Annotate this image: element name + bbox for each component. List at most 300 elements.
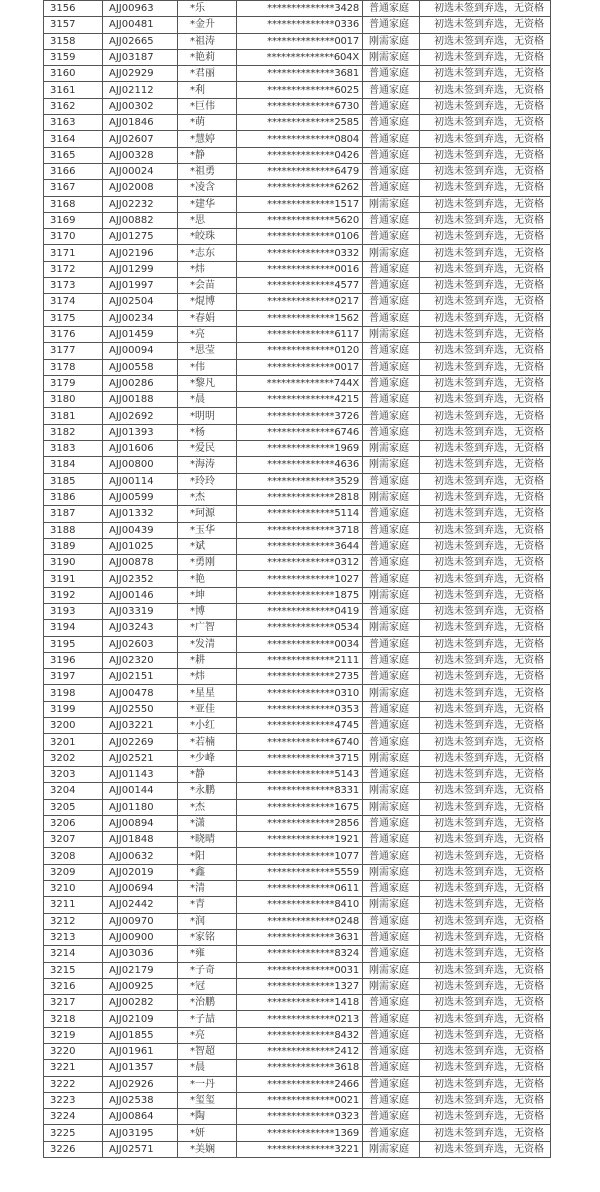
status-cell: 初选未签到弃选，无资格 [420,603,551,619]
id-number-cell: **************3529 [237,473,363,489]
applicant-name-cell: *星星 [178,685,237,701]
table-row [44,1109,551,1125]
application-code-cell: AJJ01848 [103,832,178,848]
row-number-cell: 3188 [44,522,103,538]
applicant-name-cell: *广智 [178,620,237,636]
application-code-cell: AJJ01606 [103,441,178,457]
row-number-cell: 3213 [44,929,103,945]
id-number-cell: **************0017 [237,359,363,375]
table-row [44,131,551,147]
table-row [44,815,551,831]
application-code-cell: AJJ00188 [103,392,178,408]
id-number-cell: **************6025 [237,82,363,98]
id-number-cell: **************0034 [237,636,363,652]
table-row [44,799,551,815]
row-number-cell: 3186 [44,489,103,505]
row-number-cell: 3204 [44,783,103,799]
row-number-cell: 3157 [44,17,103,33]
application-code-cell: AJJ00024 [103,163,178,179]
row-number-cell: 3208 [44,848,103,864]
applicant-name-cell: *炜 [178,669,237,685]
id-number-cell: **************2466 [237,1076,363,1092]
household-type-cell: 普通家庭 [363,98,420,114]
table-row [44,864,551,880]
household-type-cell: 普通家庭 [363,278,420,294]
id-number-cell: **************6117 [237,326,363,342]
application-code-cell: AJJ02352 [103,571,178,587]
application-code-cell: AJJ02550 [103,701,178,717]
household-type-cell: 普通家庭 [363,1109,420,1125]
applicant-name-cell: *萌 [178,115,237,131]
application-code-cell: AJJ00963 [103,1,178,17]
application-code-cell: AJJ02521 [103,750,178,766]
row-number-cell: 3172 [44,261,103,277]
applicant-name-cell: *凌含 [178,180,237,196]
id-number-cell: **************0804 [237,131,363,147]
table-row [44,750,551,766]
household-type-cell: 普通家庭 [363,294,420,310]
id-number-cell: **************0248 [237,913,363,929]
status-cell: 初选未签到弃选，无资格 [420,489,551,505]
id-number-cell: **************1369 [237,1125,363,1141]
applicant-name-cell: *利 [178,82,237,98]
table-row [44,929,551,945]
table-row [44,392,551,408]
table-row [44,82,551,98]
status-cell: 初选未签到弃选，无资格 [420,359,551,375]
table-row [44,33,551,49]
id-number-cell: **************4745 [237,718,363,734]
row-number-cell: 3168 [44,196,103,212]
row-number-cell: 3165 [44,147,103,163]
status-cell: 初选未签到弃选，无资格 [420,571,551,587]
application-code-cell: AJJ02196 [103,245,178,261]
household-type-cell: 刚需家庭 [363,1141,420,1157]
household-type-cell: 刚需家庭 [363,685,420,701]
application-code-cell: AJJ02232 [103,196,178,212]
status-cell: 初选未签到弃选，无资格 [420,375,551,391]
household-type-cell: 普通家庭 [363,636,420,652]
applicant-name-cell: *明明 [178,408,237,424]
applicant-name-cell: *艳 [178,571,237,587]
applicant-name-cell: *耕 [178,652,237,668]
id-number-cell: **************0120 [237,343,363,359]
table-row [44,17,551,33]
household-type-cell: 普通家庭 [363,392,420,408]
applicant-name-cell: *一丹 [178,1076,237,1092]
household-type-cell: 普通家庭 [363,1060,420,1076]
table-row [44,685,551,701]
household-type-cell: 普通家庭 [363,1011,420,1027]
applicant-name-cell: *亮 [178,326,237,342]
applicant-name-cell: *子奇 [178,962,237,978]
applicant-name-cell: *伟 [178,359,237,375]
table-row [44,489,551,505]
applicant-name-cell: *青 [178,897,237,913]
table-row [44,245,551,261]
row-number-cell: 3178 [44,359,103,375]
applicant-name-cell: *润 [178,913,237,929]
status-cell: 初选未签到弃选，无资格 [420,652,551,668]
id-number-cell: **************2412 [237,1044,363,1060]
id-number-cell: **************1077 [237,848,363,864]
applicant-name-cell: *清 [178,881,237,897]
applicant-table-body [44,1,551,1158]
household-type-cell: 普通家庭 [363,718,420,734]
status-cell: 初选未签到弃选，无资格 [420,196,551,212]
row-number-cell: 3180 [44,392,103,408]
application-code-cell: AJJ00864 [103,1109,178,1125]
table-row [44,343,551,359]
application-code-cell: AJJ02603 [103,636,178,652]
table-row [44,1044,551,1060]
status-cell: 初选未签到弃选，无资格 [420,815,551,831]
household-type-cell: 刚需家庭 [363,441,420,457]
table-row [44,587,551,603]
household-type-cell: 刚需家庭 [363,620,420,636]
application-code-cell: AJJ01393 [103,424,178,440]
status-cell: 初选未签到弃选，无资格 [420,718,551,734]
row-number-cell: 3156 [44,1,103,17]
status-cell: 初选未签到弃选，无资格 [420,962,551,978]
household-type-cell: 普通家庭 [363,180,420,196]
id-number-cell: **************0021 [237,1092,363,1108]
status-cell: 初选未签到弃选，无资格 [420,163,551,179]
applicant-name-cell: *静 [178,766,237,782]
status-cell: 初选未签到弃选，无资格 [420,538,551,554]
household-type-cell: 刚需家庭 [363,750,420,766]
row-number-cell: 3173 [44,278,103,294]
id-number-cell: **************8324 [237,946,363,962]
application-code-cell: AJJ00800 [103,457,178,473]
status-cell: 初选未签到弃选，无资格 [420,1011,551,1027]
id-number-cell: **************4215 [237,392,363,408]
row-number-cell: 3221 [44,1060,103,1076]
application-code-cell: AJJ00900 [103,929,178,945]
status-cell: 初选未签到弃选，无资格 [420,180,551,196]
household-type-cell: 普通家庭 [363,115,420,131]
applicant-name-cell: *祖涛 [178,33,237,49]
id-number-cell: **************5620 [237,212,363,228]
household-type-cell: 普通家庭 [363,1,420,17]
row-number-cell: 3225 [44,1125,103,1141]
applicant-name-cell: *治鹏 [178,995,237,1011]
application-code-cell: AJJ02929 [103,66,178,82]
table-row [44,196,551,212]
id-number-cell: **************3221 [237,1141,363,1157]
row-number-cell: 3175 [44,310,103,326]
status-cell: 初选未签到弃选，无资格 [420,147,551,163]
status-cell: 初选未签到弃选，无资格 [420,832,551,848]
status-cell: 初选未签到弃选，无资格 [420,587,551,603]
household-type-cell: 普通家庭 [363,261,420,277]
status-cell: 初选未签到弃选，无资格 [420,82,551,98]
id-number-cell: **************3428 [237,1,363,17]
applicant-name-cell: *珂源 [178,506,237,522]
household-type-cell: 普通家庭 [363,832,420,848]
application-code-cell: AJJ00925 [103,978,178,994]
id-number-cell: **************0426 [237,147,363,163]
application-code-cell: AJJ00234 [103,310,178,326]
row-number-cell: 3198 [44,685,103,701]
applicant-name-cell: *晨 [178,1060,237,1076]
status-cell: 初选未签到弃选，无资格 [420,424,551,440]
table-row [44,441,551,457]
application-code-cell: AJJ00599 [103,489,178,505]
row-number-cell: 3181 [44,408,103,424]
id-number-cell: **************8432 [237,1027,363,1043]
applicant-name-cell: *黎凡 [178,375,237,391]
id-number-cell: **************8331 [237,783,363,799]
status-cell: 初选未签到弃选，无资格 [420,17,551,33]
applicant-name-cell: *若楠 [178,734,237,750]
table-row [44,310,551,326]
row-number-cell: 3182 [44,424,103,440]
row-number-cell: 3200 [44,718,103,734]
table-row [44,424,551,440]
household-type-cell: 普通家庭 [363,1044,420,1060]
row-number-cell: 3222 [44,1076,103,1092]
id-number-cell: **************3681 [237,66,363,82]
application-code-cell: AJJ01275 [103,229,178,245]
row-number-cell: 3162 [44,98,103,114]
table-row [44,98,551,114]
status-cell: 初选未签到弃选，无资格 [420,734,551,750]
application-code-cell: AJJ03187 [103,49,178,65]
row-number-cell: 3217 [44,995,103,1011]
application-code-cell: AJJ02008 [103,180,178,196]
row-number-cell: 3203 [44,766,103,782]
row-number-cell: 3190 [44,555,103,571]
row-number-cell: 3160 [44,66,103,82]
row-number-cell: 3174 [44,294,103,310]
table-row [44,359,551,375]
application-code-cell: AJJ02109 [103,1011,178,1027]
applicant-name-cell: *阳 [178,848,237,864]
id-number-cell: **************8410 [237,897,363,913]
applicant-name-cell: *永鹏 [178,783,237,799]
id-number-cell: **************1327 [237,978,363,994]
status-cell: 初选未签到弃选，无资格 [420,881,551,897]
household-type-cell: 普通家庭 [363,310,420,326]
applicant-name-cell: *海涛 [178,457,237,473]
row-number-cell: 3185 [44,473,103,489]
id-number-cell: **************3618 [237,1060,363,1076]
table-row [44,603,551,619]
application-code-cell: AJJ02019 [103,864,178,880]
household-type-cell: 刚需家庭 [363,978,420,994]
status-cell: 初选未签到弃选，无资格 [420,441,551,457]
id-number-cell: **************2111 [237,652,363,668]
id-number-cell: **************0031 [237,962,363,978]
row-number-cell: 3189 [44,538,103,554]
household-type-cell: 普通家庭 [363,1125,420,1141]
status-cell: 初选未签到弃选，无资格 [420,115,551,131]
table-row [44,652,551,668]
application-code-cell: AJJ00878 [103,555,178,571]
application-code-cell: AJJ00894 [103,815,178,831]
status-cell: 初选未签到弃选，无资格 [420,522,551,538]
status-cell: 初选未签到弃选，无资格 [420,229,551,245]
status-cell: 初选未签到弃选，无资格 [420,1141,551,1157]
table-row [44,766,551,782]
household-type-cell: 普通家庭 [363,652,420,668]
household-type-cell: 刚需家庭 [363,457,420,473]
status-cell: 初选未签到弃选，无资格 [420,66,551,82]
table-row [44,962,551,978]
table-row [44,1011,551,1027]
row-number-cell: 3223 [44,1092,103,1108]
table-row [44,783,551,799]
application-code-cell: AJJ00439 [103,522,178,538]
table-row [44,1060,551,1076]
status-cell: 初选未签到弃选，无资格 [420,408,551,424]
id-number-cell: **************4636 [237,457,363,473]
applicant-name-cell: *艳莉 [178,49,237,65]
applicant-name-cell: *美娴 [178,1141,237,1157]
household-type-cell: 刚需家庭 [363,49,420,65]
application-code-cell: AJJ02571 [103,1141,178,1157]
status-cell: 初选未签到弃选，无资格 [420,1109,551,1125]
status-cell: 初选未签到弃选，无资格 [420,343,551,359]
application-code-cell: AJJ02112 [103,82,178,98]
status-cell: 初选未签到弃选，无资格 [420,131,551,147]
application-code-cell: AJJ02442 [103,897,178,913]
table-row [44,408,551,424]
table-row [44,620,551,636]
applicant-name-cell: *爱民 [178,441,237,457]
household-type-cell: 刚需家庭 [363,33,420,49]
applicant-name-cell: *勇刚 [178,555,237,571]
id-number-cell: **************3718 [237,522,363,538]
table-row [44,49,551,65]
status-cell: 初选未签到弃选，无资格 [420,620,551,636]
household-type-cell: 普通家庭 [363,473,420,489]
household-type-cell: 普通家庭 [363,212,420,228]
applicant-name-cell: *巨伟 [178,98,237,114]
applicant-name-cell: *发清 [178,636,237,652]
table-row [44,555,551,571]
table-row [44,538,551,554]
table-row [44,1076,551,1092]
table-row [44,66,551,82]
applicant-name-cell: *博 [178,603,237,619]
table-row [44,701,551,717]
applicant-name-cell: *玉华 [178,522,237,538]
status-cell: 初选未签到弃选，无资格 [420,1076,551,1092]
table-row [44,1,551,17]
household-type-cell: 普通家庭 [363,815,420,831]
row-number-cell: 3206 [44,815,103,831]
applicant-name-cell: *冠 [178,978,237,994]
id-number-cell: **************2735 [237,669,363,685]
table-row [44,229,551,245]
id-number-cell: **************0534 [237,620,363,636]
household-type-cell: 普通家庭 [363,131,420,147]
table-row [44,571,551,587]
status-cell: 初选未签到弃选，无资格 [420,555,551,571]
table-row [44,897,551,913]
id-number-cell: **************5559 [237,864,363,880]
applicant-name-cell: *静 [178,147,237,163]
status-cell: 初选未签到弃选，无资格 [420,1092,551,1108]
applicant-name-cell: *皎珠 [178,229,237,245]
applicant-name-cell: *思莹 [178,343,237,359]
application-code-cell: AJJ00328 [103,147,178,163]
application-code-cell: AJJ02504 [103,294,178,310]
id-number-cell: **************1418 [237,995,363,1011]
household-type-cell: 普通家庭 [363,701,420,717]
status-cell: 初选未签到弃选，无资格 [420,783,551,799]
row-number-cell: 3191 [44,571,103,587]
household-type-cell: 普通家庭 [363,1027,420,1043]
household-type-cell: 普通家庭 [363,571,420,587]
table-row [44,180,551,196]
status-cell: 初选未签到弃选，无资格 [420,946,551,962]
table-row [44,1092,551,1108]
applicant-name-cell: *潇 [178,815,237,831]
application-code-cell: AJJ00144 [103,783,178,799]
household-type-cell: 普通家庭 [363,669,420,685]
household-type-cell: 刚需家庭 [363,326,420,342]
applicant-name-cell: *少峰 [178,750,237,766]
status-cell: 初选未签到弃选，无资格 [420,669,551,685]
applicant-name-cell: *晓晴 [178,832,237,848]
id-number-cell: **************0353 [237,701,363,717]
status-cell: 初选未签到弃选，无资格 [420,1027,551,1043]
household-type-cell: 普通家庭 [363,734,420,750]
applicant-name-cell: *会苗 [178,278,237,294]
application-code-cell: AJJ00478 [103,685,178,701]
applicant-name-cell: *君丽 [178,66,237,82]
table-row [44,147,551,163]
household-type-cell: 普通家庭 [363,848,420,864]
applicant-name-cell: *乐 [178,1,237,17]
applicant-name-cell: *炜 [178,261,237,277]
row-number-cell: 3169 [44,212,103,228]
applicant-name-cell: *玲玲 [178,473,237,489]
applicant-name-cell: *玺玺 [178,1092,237,1108]
status-cell: 初选未签到弃选，无资格 [420,750,551,766]
row-number-cell: 3161 [44,82,103,98]
application-code-cell: AJJ03319 [103,603,178,619]
applicant-name-cell: *家铭 [178,929,237,945]
row-number-cell: 3183 [44,441,103,457]
row-number-cell: 3226 [44,1141,103,1157]
table-row [44,294,551,310]
id-number-cell: **************1969 [237,441,363,457]
table-row [44,832,551,848]
row-number-cell: 3196 [44,652,103,668]
id-number-cell: **************0611 [237,881,363,897]
row-number-cell: 3216 [44,978,103,994]
id-number-cell: **************604X [237,49,363,65]
application-code-cell: AJJ00481 [103,17,178,33]
applicant-name-cell: *陶 [178,1109,237,1125]
applicant-name-cell: *亮 [178,1027,237,1043]
id-number-cell: **************0213 [237,1011,363,1027]
table-row [44,734,551,750]
application-code-cell: AJJ00286 [103,375,178,391]
household-type-cell: 普通家庭 [363,766,420,782]
household-type-cell: 普通家庭 [363,66,420,82]
application-code-cell: AJJ00632 [103,848,178,864]
household-type-cell: 普通家庭 [363,359,420,375]
row-number-cell: 3195 [44,636,103,652]
id-number-cell: **************3644 [237,538,363,554]
application-code-cell: AJJ01025 [103,538,178,554]
applicant-name-cell: *思 [178,212,237,228]
